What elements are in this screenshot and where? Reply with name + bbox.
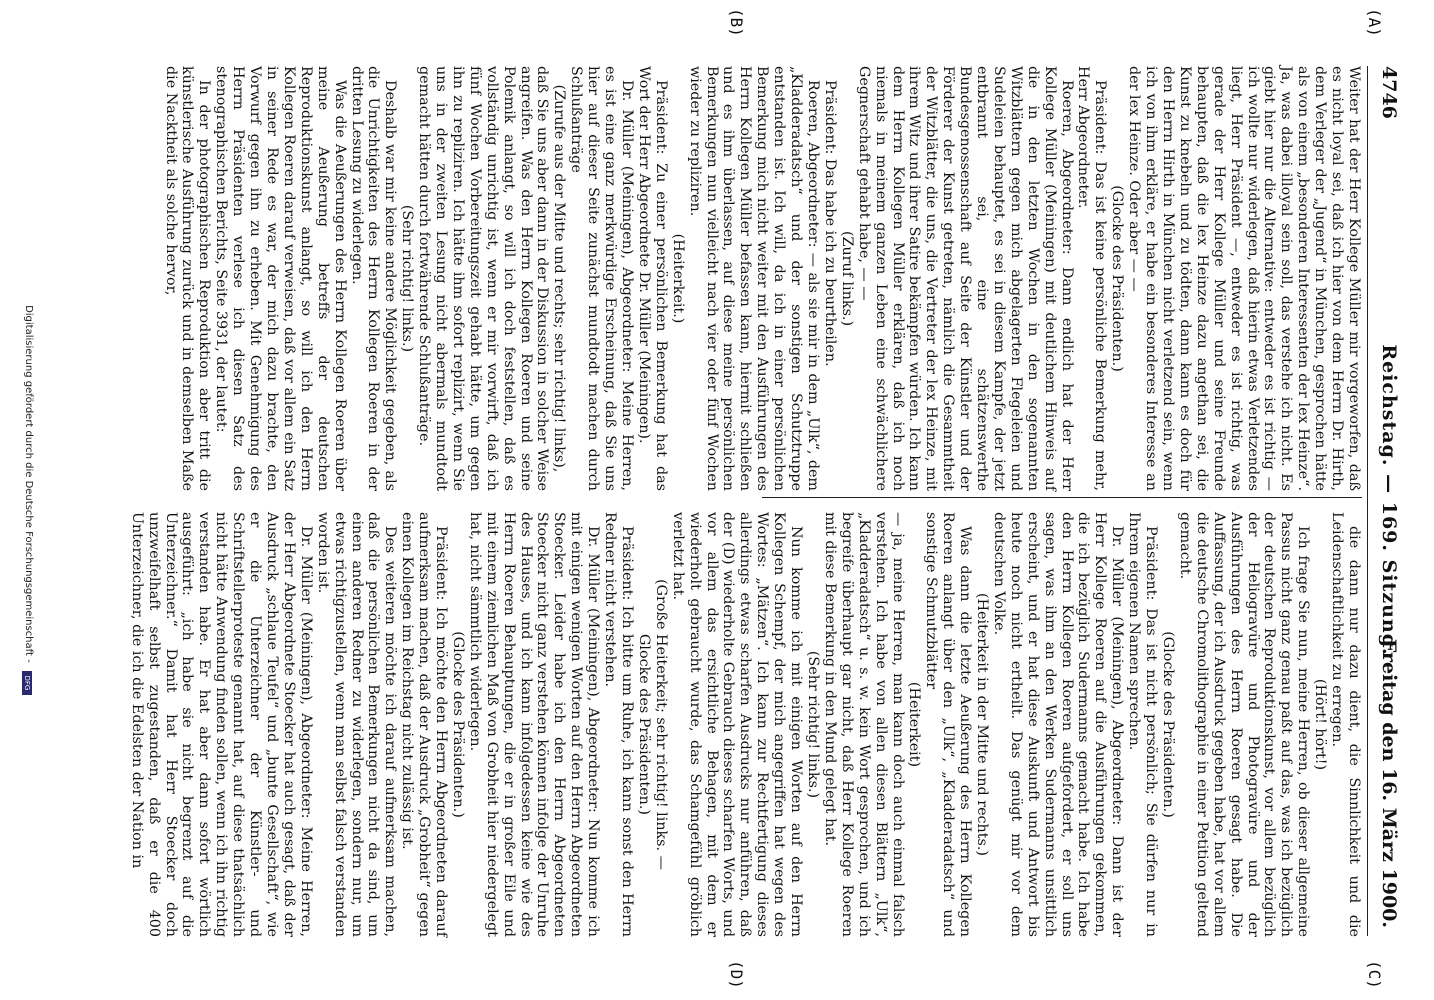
header-rule <box>1367 66 1368 936</box>
paragraph: — ja, meine Herren, man kann doch auch einmal falsch verstehen. Ich habe von allen diesen Blättern „Ulk“, „Kladderadatsch“ u. s. w. kein Wort gesprochen, und ich begreife überhaupt gar nicht, daß Herr Kollege Roeren mit diese Bemerkung in den Mund gelegt hat. <box>821 512 906 937</box>
stage-direction: (Glocke des Präsidenten.) <box>1109 185 1126 372</box>
paragraph: daß Sie uns aber dann in der Diskussion in solcher Weise angreifen. Was den Herrn Kollegen Roeren und seine Polemik anlangt, so will ich doch feststellen, daß es vollständig unrichtig ist, wenn er mir vorwirft, daß ich fünf Wochen Vorbereitungszeit gehabt hätte, um gegen ihn zu repliziren. Ich hätte ihm sofort replizirt, wenn Sie uns in der zweiten Lesung nicht abermals mundtodt gemacht hätten durch fortwährende Schlußanträge. <box>416 66 551 491</box>
stage-direction: (Heiterkeit) <box>906 681 923 768</box>
stage-direction: (Zurufe aus der Mitte und rechts; sehr richtig! links), <box>551 84 568 473</box>
margin-marker-a: (A) <box>1365 8 1384 37</box>
quotation: In der photographischen Reproduktion aber tritt die künstlerische Ausführung zurück und in demselben Maße die Nacktheit als solche hervor, <box>162 66 213 491</box>
margin-marker-b: (B) <box>727 8 746 37</box>
quotation-continued: die dann nur dazu dient, die Sinnlichkeit und die Leidenschaftlichkeit zu erregen. <box>1329 512 1362 937</box>
paragraph: Präsident: Zu einer persönlichen Bemerkung hat das Wort der Herr Abgeordnete Dr. Müller (Meiningen). <box>635 66 669 491</box>
page-header <box>1372 0 1400 1000</box>
dfg-logo: DFG <box>22 671 32 695</box>
paragraph: Dr. Müller (Meiningen), Abgeordneter: Meine Herren, es ist eine ganz merkwürdige Erscheinung, daß Sie uns hier auf dieser Seite zunächst mundtodt machen durch Schlußanträge <box>568 66 636 491</box>
right-column <box>128 512 1362 937</box>
paragraph: Was dann die letzte Aeußerung des Herrn Kollegen Roeren anlangt über den „Ulk“, „Kladderadatsch“ und sonstige Schmutzblätter <box>923 512 974 937</box>
session-title: Reichstag. — 169. Sitzung. <box>1378 344 1400 656</box>
session-date: Freitag den 16. März 1900. <box>1378 638 1400 928</box>
stage-direction: (Zuruf links.) <box>838 230 855 327</box>
paragraph: Dr. Müller (Meiningen), Abgeordneter: Dann ist der Herr Kollege Roeren auf die Ausführungen gekommen, die ich bezüglich Sudermanns gemacht habe. Ich habe den Herrn Kollegen Roeren aufgefordert, er soll uns sagen, was ihm an den Werken Sudermanns unsittlich erscheint, und er hat diese Auskunft und Antwort bis heute noch nicht ertheilt. Das genügt mir vor dem deutschen Volke. <box>990 512 1126 937</box>
stage-direction: (Glocke des Präsidenten.) <box>1160 631 1177 818</box>
stage-direction: (Sehr richtig! links.) <box>399 204 416 353</box>
paragraph: Ich frage Sie nun, meine Herren, ob dieser allgemeine Passus nicht ganz genau paßt auf das, was ich bezüglich der deutschen Reproduktionskunst, vor allem bezüglich der Heliogravüre und Photogravüre und der Ausführungen des Herrn Roeren gesagt habe. Die Auffassung, der ich Ausdruck gegeben habe, hat vor allem die deutsche Chromolithographie in einer Petition geltend gemacht. <box>1176 512 1312 937</box>
digitization-credit <box>22 0 34 1000</box>
paragraph: Präsident: Das ist nicht persönlich; Sie dürfen nur in Ihrem eigenen Namen sprechen. <box>1126 512 1160 937</box>
stage-direction: (Hört! hört!) <box>1312 678 1329 771</box>
paragraph: Roeren, Abgeordneter: Dann endlich hat der Herr Kollege Müller (Meiningen) mit deutlichem Hinweis auf die in den letzten Wochen in den sogenannten Witzblättern gegen mich abgelagerten Flegeleien und Sudeleien behauptet, es sei in diesem Kampfe, der jetzt entbrannt sei, eine schätzenswerthe Bundesgenossenschaft auf Seite der Künstler und der Förderer der Kunst getreten, nämlich die Gesammtheit der Witzblätter, die uns, die Vertreter der lex Heinze, mit ihrem Witz und ihrer Satire bekämpfen würden. Ich kann dem Herrn Kollegen Müller erklären, daß ich noch niemals in meinem ganzen Leben eine schwächlichere Gegnerschaft gehabt habe, — — <box>855 66 1075 491</box>
stage-direction: (Große Heiterkeit; sehr richtig! links. — <box>652 579 669 870</box>
margin-marker-d: (D) <box>727 960 746 989</box>
column-divider <box>762 497 1362 498</box>
paragraph: Präsident: Ich bitte um Ruhe, ich kann sonst den Herrn Redner nicht verstehen. <box>602 512 636 937</box>
stage-direction: (Heiterkeit in der Mitte und rechts.) <box>974 593 991 856</box>
paragraph: Präsident: Das ist keine persönliche Bemerkung mehr, Herr Abgeordneter. <box>1075 66 1109 491</box>
page-number: 4746 <box>1378 66 1400 119</box>
credit-text: Digitalisierung gefördert durch die Deutsche Forschungsgemeinschaft - <box>23 305 34 663</box>
stage-direction: (Sehr richtig! links.) <box>805 650 821 799</box>
paragraph: Roeren, Abgeordneter: — als sie mir in dem „Ulk“, dem „Kladderadatsch“ und der sonstigen Schutztruppe entstanden ist. Ich will, da ich in einer persönlichen Bemerkung mich nicht weiter mit den Ausführungen des Herrn Kollegen Müller befassen kann, hiermit schließen und es ihm überlassen, auf diese meine persönlichen Bemerkungen nun vielleicht nach vier oder fünf Wochen wieder zu repliziren. <box>686 66 821 491</box>
paragraph: Des weiteren möchte ich darauf aufmerksam machen, daß die persönlichen Bemerkungen nicht da sind, um einen anderen Redner zu widerlegen, sondern nur, um etwas richtigzustellen, wenn man selbst falsch verstanden worden ist. <box>314 512 399 937</box>
stage-direction: (Glocke des Präsidenten.) <box>449 631 466 818</box>
paragraph: Nun komme ich mit einigen Worten auf den Herrn Kollegen Schempf, der mich angegriffen hat wegen des Wortes: „Mätzen“. Ich kann zur Rechtfertigung dieses allerdings etwas scharfen Ausdrucks nur anführen, daß der (D) wiederholte Gebrauch dieses scharfen Worts, und vor allem das ersichtliche Behagen, mit dem er wiederholt gebraucht wurde, das Schamgefühl gröblich verletzt hat. <box>669 512 805 937</box>
paragraph: Dr. Müller (Meiningen), Abgeordneter: Meine Herren, der Herr Abgeordnete Stoecker hat auch gesagt, daß der Ausdruck „schlaue Teufel“ und „bunte Gesellschaft“, wie er die Unterzeichner der Künstler- und Schriftstellerproteste genannt hat, auf diese thatsächlich nicht hätte Anwendung finden sollen, wenn ich ihn richtig verstanden habe. Er hat aber dann sofort wörtlich ausgeführt: „ich habe sie nicht begrenzt auf die Unterzeichner.“ Damit hat Herr Stoecker doch unzweifelhaft selbst zugestanden, daß er die 400 Unterzeichner, die ich die Edelsten der Nation in <box>128 512 314 937</box>
paragraph: Präsident: Das habe ich zu beurtheilen. <box>821 80 838 367</box>
paragraph: Deshalb war mir keine andere Möglichkeit gegeben, als die Unrichtigkeiten des Herrn Kollegen Roeren in der dritten Lesung zu widerlegen. <box>348 66 399 491</box>
paragraph: Dr. Müller (Meiningen), Abgeordneter: Nun komme ich mit einigen wenigen Worten auf den Herrn Abgeordneten Stoecker. Leider habe ich den Herrn Abgeordneten Stoecker nicht ganz verstehen können infolge der Unruhe des Hauses, und ich kann infolgedessen keine wie des Herrn Roeren Behauptungen, die er in großer Eile und mit einem ziemlichen Maß von Grobheit hier niedergelegt hat, nicht sämmtlich widerlegen. <box>466 512 602 937</box>
paragraph: Was die Aeußerungen des Herrn Kollegen Roeren über meine Aeußerung betreffs der deutschen Reproduktionskunst anlangt, so will ich den Herrn Kollegen Roeren darauf verweisen, daß vor allem ein Satz in seiner Rede es war, der mich dazu brachte, den Vorwurf gegen ihn zu erheben. Mit Genehmigung des Herrn Präsidenten verlese ich diesen Satz des stenographischen Berichts, Seite 3931, der lautet: <box>213 66 348 491</box>
paragraph: Weiter hat der Herr Kollege Müller mir vorgeworfen, daß es nicht loyal sei, daß ich hier von dem Herrn Dr. Hirth, dem Verleger der „Jugend“ in München, gesprochen hätte als von einem „besonderen Interessenten der lex Heinze“. Ja, was dabei illoyal sein soll, das verstehe ich nicht. Es giebt hier nur die Alternative: entweder es ist richtig — ich wollte nur widerlegen, daß hierin etwas Verletzendes liegt, Herr Präsident —, entweder es ist richtig, was gerade der Herr Kollege Müller und seine Freunde behaupten, daß die lex Heinze dazu angethan sei, die Kunst zu knebeln und zu tödten, dann kann es doch für den Herrn Hirth in München nicht verletzend sein, wenn ich von ihm erkläre, er habe ein besonderes Interesse an der lex Heinze. Oder aber — — <box>1126 66 1362 491</box>
left-column <box>162 66 1362 491</box>
stage-direction: (Heiterkeit.) <box>669 233 686 324</box>
stage-direction: Glocke des Präsidenten.) <box>635 633 652 815</box>
margin-marker-c: (C) <box>1365 960 1384 989</box>
paragraph: Präsident: Ich möchte den Herrn Abgeordneten darauf aufmerksam machen, daß der Ausdruck „Grobheit“ gegen einen Kollegen im Reichstag nicht zulässig ist. <box>399 512 450 937</box>
